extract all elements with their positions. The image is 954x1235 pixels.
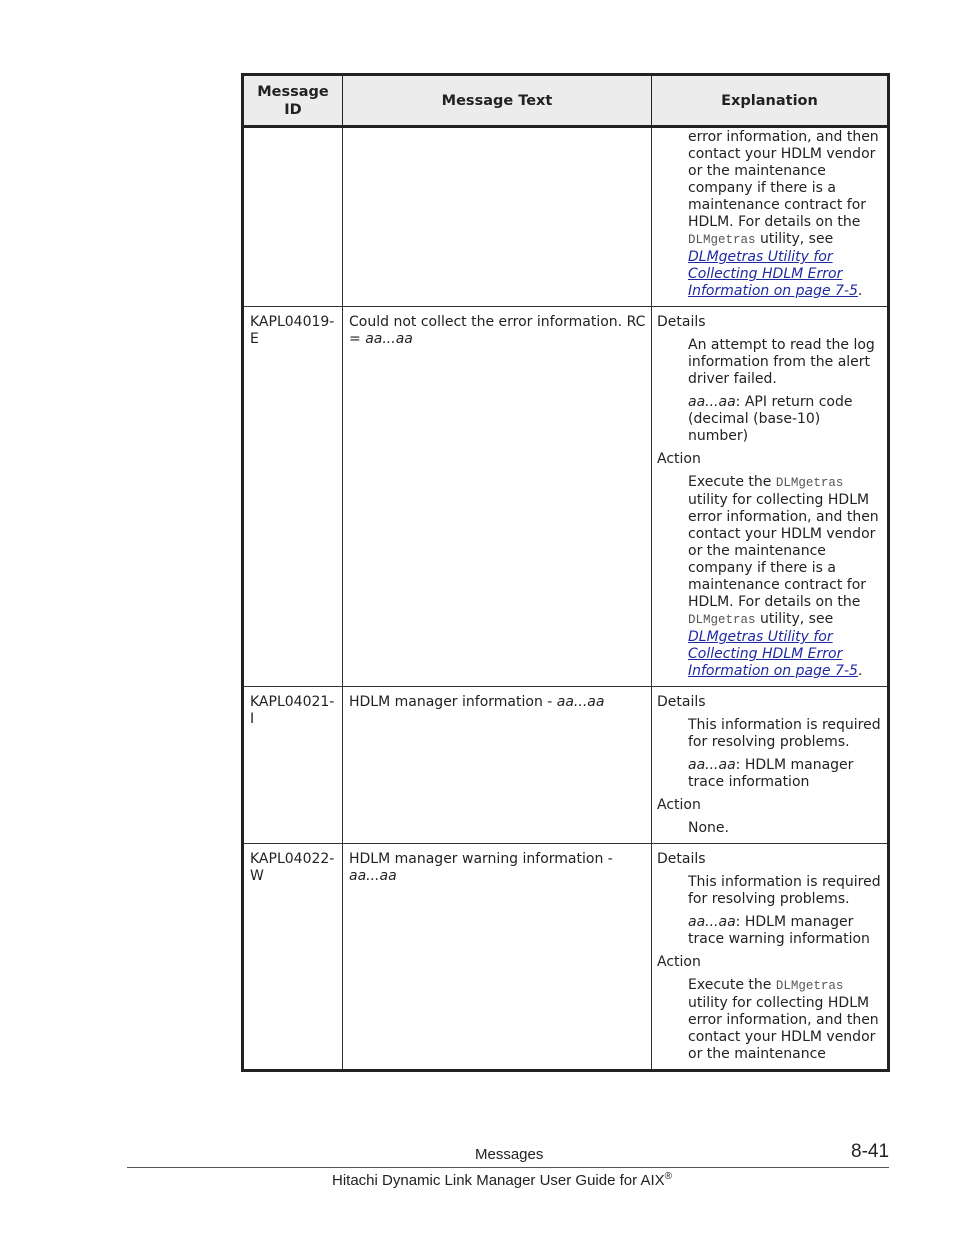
message-explanation xyxy=(652,687,889,844)
action-label: Action xyxy=(657,451,701,467)
message-id: KAPL04022-W xyxy=(243,844,343,1071)
message-id: KAPL04021-I xyxy=(243,687,343,844)
table-row xyxy=(243,307,889,687)
table-row xyxy=(243,844,889,1071)
header-explanation: Explanation xyxy=(652,75,889,127)
cell-id-empty xyxy=(243,127,343,307)
table-row xyxy=(243,687,889,844)
page-number: 8-41 xyxy=(851,1141,890,1162)
details-text: This information is required for resolving problems. xyxy=(688,717,881,750)
messages-table xyxy=(241,73,890,1072)
details-label: Details xyxy=(657,314,706,330)
table-row-continued xyxy=(243,127,889,307)
cross-reference-link[interactable]: DLMgetras Utility for Collecting HDLM Error Information on page 7-5 xyxy=(688,249,858,299)
message-text: HDLM manager information - aa...aa xyxy=(343,687,652,844)
message-id: KAPL04019-E xyxy=(243,307,343,687)
action-label: Action xyxy=(657,797,701,813)
header-message-id: Message ID xyxy=(243,75,343,127)
details-label: Details xyxy=(657,851,706,867)
message-explanation xyxy=(652,844,889,1071)
footer-section-name: Messages xyxy=(475,1146,544,1163)
action-text: None. xyxy=(688,820,729,836)
action-label: Action xyxy=(657,954,701,970)
continued-line-6: HDLM. For details on the xyxy=(688,214,861,230)
message-explanation xyxy=(652,307,889,687)
cell-text-empty xyxy=(343,127,652,307)
message-text: Could not collect the error information. RC = aa...aa xyxy=(343,307,652,687)
action-text: Execute the DLMgetras utility for collecting HDLM error information, and then contact your HDLM vendor or the maintenance company if there is a maintenance contract for HDLM. For details on the DLMgetras utility, see DLMgetras Utility for Collecting HDLM Error Information on page 7-5. xyxy=(688,474,879,679)
command-name: DLMgetras xyxy=(688,233,756,247)
message-text: HDLM manager warning information - aa...aa xyxy=(343,844,652,1071)
table-header-row xyxy=(243,75,889,127)
cell-explanation-continued: error information, and then contact your HDLM vendor or the maintenance company if there is a maintenance contract for HDLM. For details on the DLMgetras utility, see DLMgetras Utility for Collecting HDLM Error Information on page 7-5. xyxy=(652,127,889,307)
book-title: Hitachi Dynamic Link Manager User Guide for AIX® xyxy=(332,1171,673,1189)
variable-description: aa...aa: HDLM manager trace information xyxy=(688,757,854,790)
action-text: Execute the DLMgetras utility for collecting HDLM error information, and then contact your HDLM vendor or the maintenance xyxy=(688,977,879,1062)
continued-line-4: company if there is a xyxy=(688,180,836,196)
details-text: This information is required for resolving problems. xyxy=(688,874,881,907)
details-text: An attempt to read the log information from the alert driver failed. xyxy=(688,337,875,387)
see-text: utility, see xyxy=(755,231,834,247)
continued-line-3: or the maintenance xyxy=(688,163,826,179)
header-message-text: Message Text xyxy=(343,75,652,127)
variable-description: aa...aa: HDLM manager trace warning information xyxy=(688,914,870,947)
details-label: Details xyxy=(657,694,706,710)
continued-line-5: maintenance contract for xyxy=(688,197,867,213)
footer-divider xyxy=(127,1167,889,1168)
continued-line-2: contact your HDLM vendor xyxy=(688,146,876,162)
cross-reference-link[interactable]: DLMgetras Utility for Collecting HDLM Error Information on page 7-5 xyxy=(688,629,858,679)
variable-description: aa...aa: API return code (decimal (base-10) number) xyxy=(688,394,853,444)
continued-line-1: error information, and then xyxy=(688,129,879,145)
